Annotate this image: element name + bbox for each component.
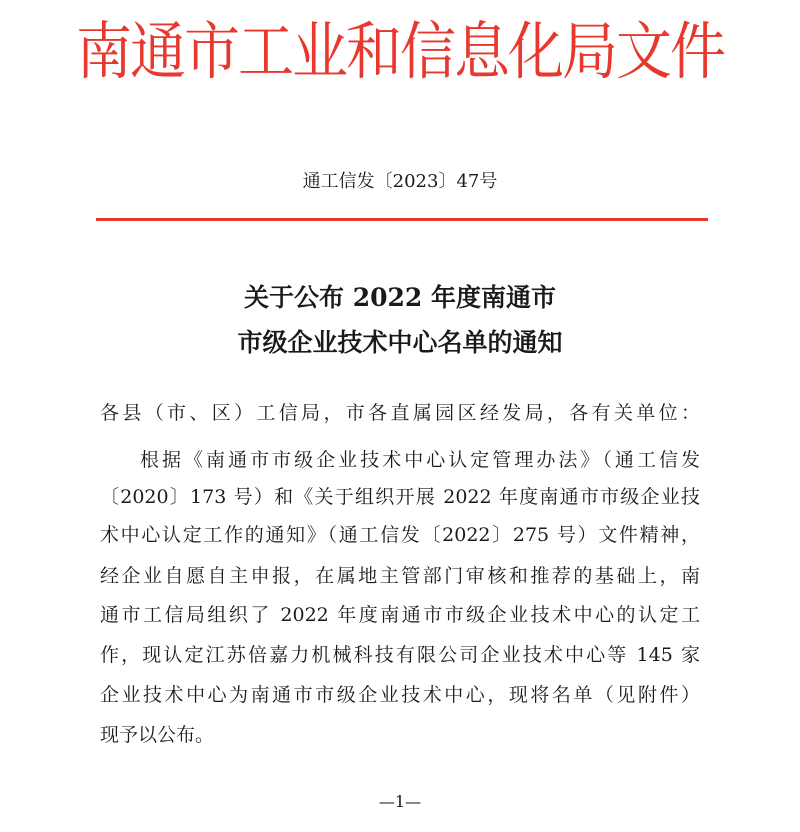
body-paragraph-line: 企业技术中心为南通市市级企业技术中心，现将名单（见附件） bbox=[100, 684, 700, 706]
red-divider-rule bbox=[96, 218, 708, 221]
body-paragraph-line: 根据《南通市市级企业技术中心认定管理办法》（通工信发 bbox=[140, 449, 700, 471]
document-number: 通工信发〔2023〕47号 bbox=[302, 171, 498, 192]
notice-title-line-1: 关于公布 2022 年度南通市 bbox=[244, 283, 556, 312]
body-paragraph-line: 作，现认定江苏倍嘉力机械科技有限公司企业技术中心等 145 家 bbox=[100, 644, 700, 666]
body-paragraph-line: 〔2020〕173 号）和《关于组织开展 2022 年度南通市市级企业技 bbox=[100, 486, 700, 508]
body-paragraph-line: 术中心认定工作的通知》（通工信发〔2022〕275 号）文件精神， bbox=[100, 524, 700, 546]
notice-title-line-2: 市级企业技术中心名单的通知 bbox=[237, 328, 563, 357]
body-paragraph-line: 现予以公布。 bbox=[100, 724, 215, 746]
issuer-masthead: 南通市工业和信息化局文件 bbox=[76, 15, 724, 89]
salutation: 各县（市、区）工信局，市各直属园区经发局，各有关单位： bbox=[100, 402, 700, 424]
page-number: —1— bbox=[378, 792, 422, 811]
body-paragraph-line: 通市工信局组织了 2022 年度南通市市级企业技术中心的认定工 bbox=[100, 604, 700, 626]
body-paragraph-line: 经企业自愿自主申报，在属地主管部门审核和推荐的基础上，南 bbox=[100, 565, 700, 587]
